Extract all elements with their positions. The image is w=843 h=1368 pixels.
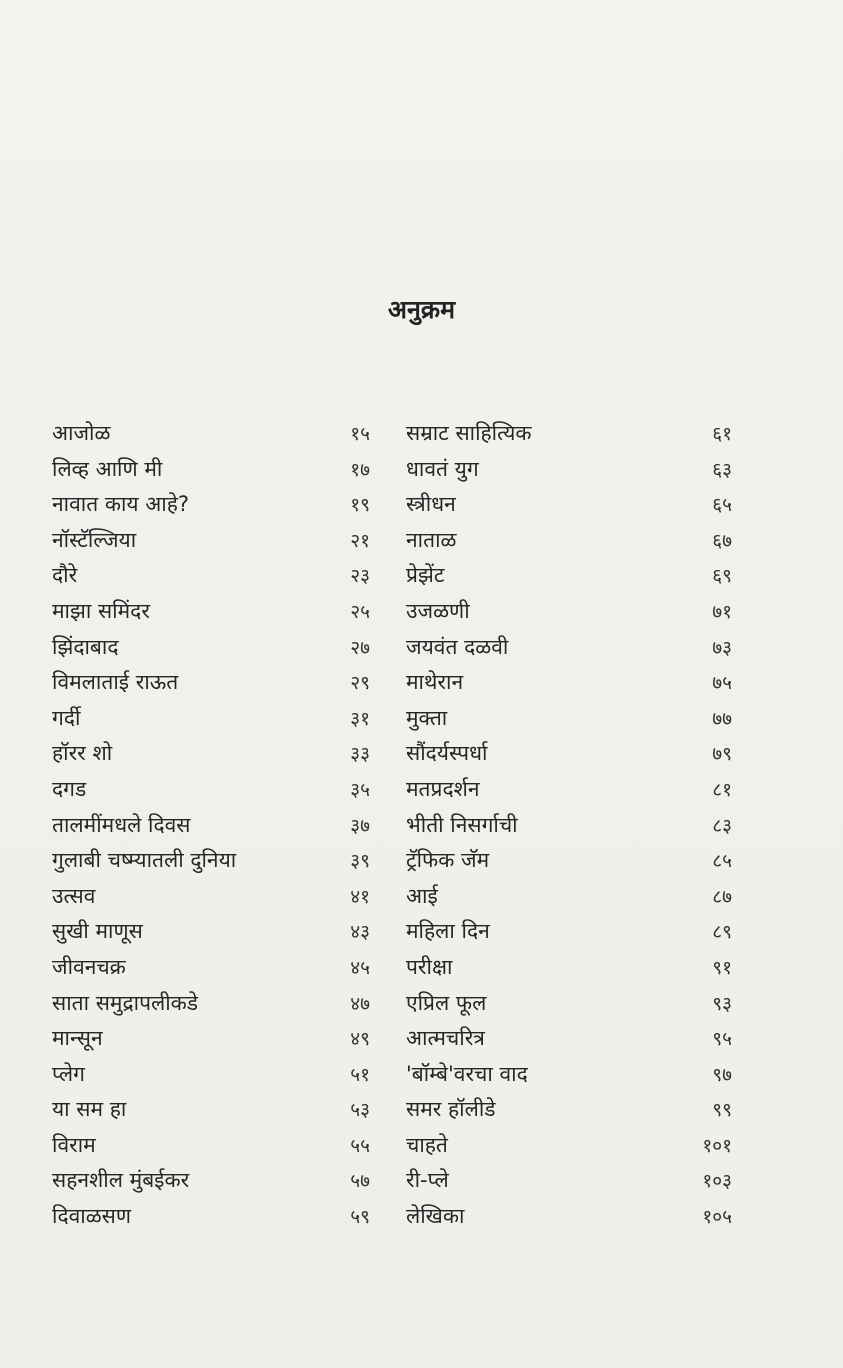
toc-entry bbox=[52, 1021, 370, 1057]
toc-entry bbox=[52, 879, 370, 915]
toc-entry bbox=[406, 1092, 732, 1128]
toc-entry-title: री-प्ले bbox=[406, 1168, 449, 1193]
toc-entry bbox=[52, 416, 370, 452]
toc-entry bbox=[406, 523, 732, 559]
page-title: अनुक्रम bbox=[387, 295, 456, 324]
toc-entry-title: हॉरर शो bbox=[52, 741, 113, 766]
toc-entry bbox=[52, 986, 370, 1022]
toc-entry bbox=[406, 452, 732, 488]
toc-entry-title: सुखी माणूस bbox=[52, 919, 143, 944]
toc-entry bbox=[406, 630, 732, 666]
toc-entry-page-number: ३३ bbox=[350, 743, 370, 766]
toc-entry bbox=[52, 1057, 370, 1093]
toc-entry-title: प्लेग bbox=[52, 1061, 85, 1086]
toc-entry-title: मतप्रदर्शन bbox=[406, 776, 480, 801]
toc-entry-page-number: २९ bbox=[350, 672, 370, 695]
toc-entry-page-number: ३९ bbox=[350, 850, 370, 873]
toc-entry bbox=[52, 594, 370, 630]
toc-entry-page-number: ७९ bbox=[712, 743, 732, 766]
toc-entry bbox=[406, 950, 732, 986]
toc-entry-page-number: ३७ bbox=[350, 814, 370, 837]
toc-entry-page-number: ४९ bbox=[350, 1028, 370, 1051]
toc-entry-page-number: १०१ bbox=[702, 1134, 732, 1157]
toc-entry-title: जयवंत दळवी bbox=[406, 634, 509, 659]
toc-entry-title: या सम हा bbox=[52, 1097, 127, 1122]
toc-entry-page-number: १०३ bbox=[702, 1170, 732, 1193]
toc-entry-page-number: १७ bbox=[350, 458, 370, 481]
toc-entry-page-number: ८७ bbox=[712, 885, 732, 908]
toc-entry-page-number: ५१ bbox=[350, 1063, 370, 1086]
toc-entry-page-number: ३१ bbox=[350, 707, 370, 730]
toc-entry-page-number: ६७ bbox=[712, 529, 732, 552]
toc-entry bbox=[406, 914, 732, 950]
toc-entry-page-number: ५९ bbox=[350, 1206, 370, 1229]
toc-entry-title: माथेरान bbox=[406, 670, 464, 695]
toc-entry-title: आई bbox=[406, 883, 438, 908]
toc-entry-page-number: २५ bbox=[350, 600, 370, 623]
toc-entry-title: दौरे bbox=[52, 563, 78, 588]
toc-entry-title: समर हॉलीडे bbox=[406, 1097, 496, 1122]
toc-entry bbox=[52, 487, 370, 523]
toc-entry-title: तालमींमधले दिवस bbox=[52, 812, 191, 837]
toc-entry bbox=[406, 1128, 732, 1164]
toc-entry bbox=[406, 1163, 732, 1199]
toc-entry-page-number: ७७ bbox=[712, 707, 732, 730]
toc-entry-title: साता समुद्रापलीकडे bbox=[52, 990, 199, 1015]
toc-entry-page-number: ६३ bbox=[712, 458, 732, 481]
toc-entry-title: धावतं युग bbox=[406, 456, 479, 481]
toc-entry bbox=[52, 558, 370, 594]
toc-entry-title: 'बॉम्बे'वरचा वाद bbox=[406, 1061, 528, 1086]
toc-entry-title: सम्राट साहित्यिक bbox=[406, 421, 532, 445]
toc-entry-title: नावात काय आहे? bbox=[52, 492, 190, 517]
toc-entry-page-number: १५ bbox=[350, 423, 370, 445]
toc-entry bbox=[406, 772, 732, 808]
toc-entry-page-number: ८३ bbox=[712, 814, 732, 837]
toc-entry-title: सौंदर्यस्पर्धा bbox=[406, 741, 488, 766]
toc-right-column bbox=[406, 416, 732, 1235]
toc-entry-page-number: ९१ bbox=[712, 956, 732, 979]
toc-entry bbox=[406, 1021, 732, 1057]
toc-entry bbox=[406, 416, 732, 452]
toc-entry-page-number: ५५ bbox=[350, 1134, 370, 1157]
toc-entry-page-number: १९ bbox=[350, 494, 370, 517]
toc-entry bbox=[406, 701, 732, 737]
toc-entry bbox=[406, 665, 732, 701]
toc-entry-title: लेखिका bbox=[406, 1204, 465, 1229]
toc-entry-title: नाताळ bbox=[406, 527, 457, 552]
toc-entry-page-number: २७ bbox=[350, 636, 370, 659]
toc-entry-page-number: ९५ bbox=[712, 1028, 732, 1051]
toc-entry bbox=[406, 879, 732, 915]
toc-entry bbox=[52, 523, 370, 559]
toc-entry-title: एप्रिल फूल bbox=[406, 990, 487, 1015]
toc-entry bbox=[406, 594, 732, 630]
toc-entry-title: मान्सून bbox=[52, 1026, 103, 1051]
toc-entry bbox=[406, 986, 732, 1022]
toc-entry-page-number: ४१ bbox=[350, 885, 370, 908]
toc-entry-page-number: ३५ bbox=[350, 778, 370, 801]
toc-entry bbox=[406, 487, 732, 523]
toc-entry-page-number: ७५ bbox=[712, 672, 732, 695]
toc-entry-title: विराम bbox=[52, 1132, 96, 1157]
toc-entry-title: विमलाताई राऊत bbox=[52, 670, 179, 695]
toc-entry bbox=[52, 950, 370, 986]
toc-entry-title: गुलाबी चष्म्यातली दुनिया bbox=[52, 848, 237, 873]
toc-entry bbox=[52, 1163, 370, 1199]
toc-entry-page-number: ८१ bbox=[712, 778, 732, 801]
toc-entry-title: जीवनचक्र bbox=[52, 954, 126, 979]
toc-entry bbox=[52, 1092, 370, 1128]
toc-entry bbox=[52, 772, 370, 808]
toc-entry-page-number: ४५ bbox=[350, 956, 370, 979]
toc-entry-page-number: ६५ bbox=[712, 494, 732, 517]
toc-entry-title: उजळणी bbox=[406, 598, 470, 623]
toc-entry-title: उत्सव bbox=[52, 883, 96, 908]
toc-entry-title: प्रेझेंट bbox=[406, 563, 445, 588]
toc-entry-page-number: ८९ bbox=[712, 921, 732, 944]
toc-entry bbox=[406, 1057, 732, 1093]
toc-entry bbox=[52, 630, 370, 666]
toc-entry-page-number: २३ bbox=[350, 565, 370, 588]
toc-entry-title: लिव्ह आणि मी bbox=[52, 456, 163, 481]
toc-left-column bbox=[52, 416, 370, 1235]
toc-entry-title: भीती निसर्गाची bbox=[406, 812, 518, 837]
toc-entry bbox=[52, 452, 370, 488]
toc-entry-page-number: ८५ bbox=[712, 850, 732, 873]
toc-entry-page-number: ६१ bbox=[712, 423, 732, 445]
toc-entry-page-number: ६९ bbox=[712, 565, 732, 588]
toc-entry bbox=[52, 665, 370, 701]
toc-entry-page-number: ४३ bbox=[350, 921, 370, 944]
toc-entry-title: सहनशील मुंबईकर bbox=[52, 1168, 190, 1193]
toc-entry bbox=[52, 808, 370, 844]
toc-entry-page-number: ९९ bbox=[712, 1099, 732, 1122]
toc-entry bbox=[52, 843, 370, 879]
toc-entry-page-number: ९७ bbox=[712, 1063, 732, 1086]
toc-entry-title: स्त्रीधन bbox=[406, 492, 456, 517]
toc-entry-title: परीक्षा bbox=[406, 954, 453, 979]
toc-entry bbox=[406, 1199, 732, 1235]
toc-entry-page-number: ४७ bbox=[350, 992, 370, 1015]
toc-entry-page-number: ७३ bbox=[712, 636, 732, 659]
toc-entry bbox=[52, 1199, 370, 1235]
toc-entry-title: ट्रॅफिक जॅम bbox=[406, 848, 490, 873]
table-of-contents bbox=[52, 416, 732, 1235]
toc-entry bbox=[52, 736, 370, 772]
toc-entry-title: आत्मचरित्र bbox=[406, 1026, 485, 1051]
toc-entry-title: गर्दी bbox=[52, 705, 81, 730]
toc-entry bbox=[406, 736, 732, 772]
toc-entry-title: चाहते bbox=[406, 1132, 448, 1157]
toc-entry-title: नॉस्टॅल्जिया bbox=[52, 527, 137, 552]
toc-entry bbox=[406, 808, 732, 844]
toc-entry-title: आजोळ bbox=[52, 421, 111, 445]
toc-entry-title: मुक्ता bbox=[406, 705, 448, 730]
toc-entry-page-number: ५३ bbox=[350, 1099, 370, 1122]
toc-entry bbox=[406, 558, 732, 594]
toc-entry-title: झिंदाबाद bbox=[52, 634, 119, 659]
toc-entry-page-number: १०५ bbox=[702, 1206, 732, 1229]
toc-entry-title: महिला दिन bbox=[406, 919, 490, 944]
toc-entry bbox=[52, 914, 370, 950]
toc-entry-title: दगड bbox=[52, 776, 87, 801]
toc-entry bbox=[406, 843, 732, 879]
toc-entry-page-number: २१ bbox=[350, 529, 370, 552]
toc-entry bbox=[52, 1128, 370, 1164]
toc-entry-title: माझा समिंदर bbox=[52, 598, 150, 623]
toc-entry bbox=[52, 701, 370, 737]
toc-entry-page-number: ९३ bbox=[712, 992, 732, 1015]
toc-entry-page-number: ७१ bbox=[712, 600, 732, 623]
toc-entry-page-number: ५७ bbox=[350, 1170, 370, 1193]
toc-entry-title: दिवाळसण bbox=[52, 1204, 132, 1229]
